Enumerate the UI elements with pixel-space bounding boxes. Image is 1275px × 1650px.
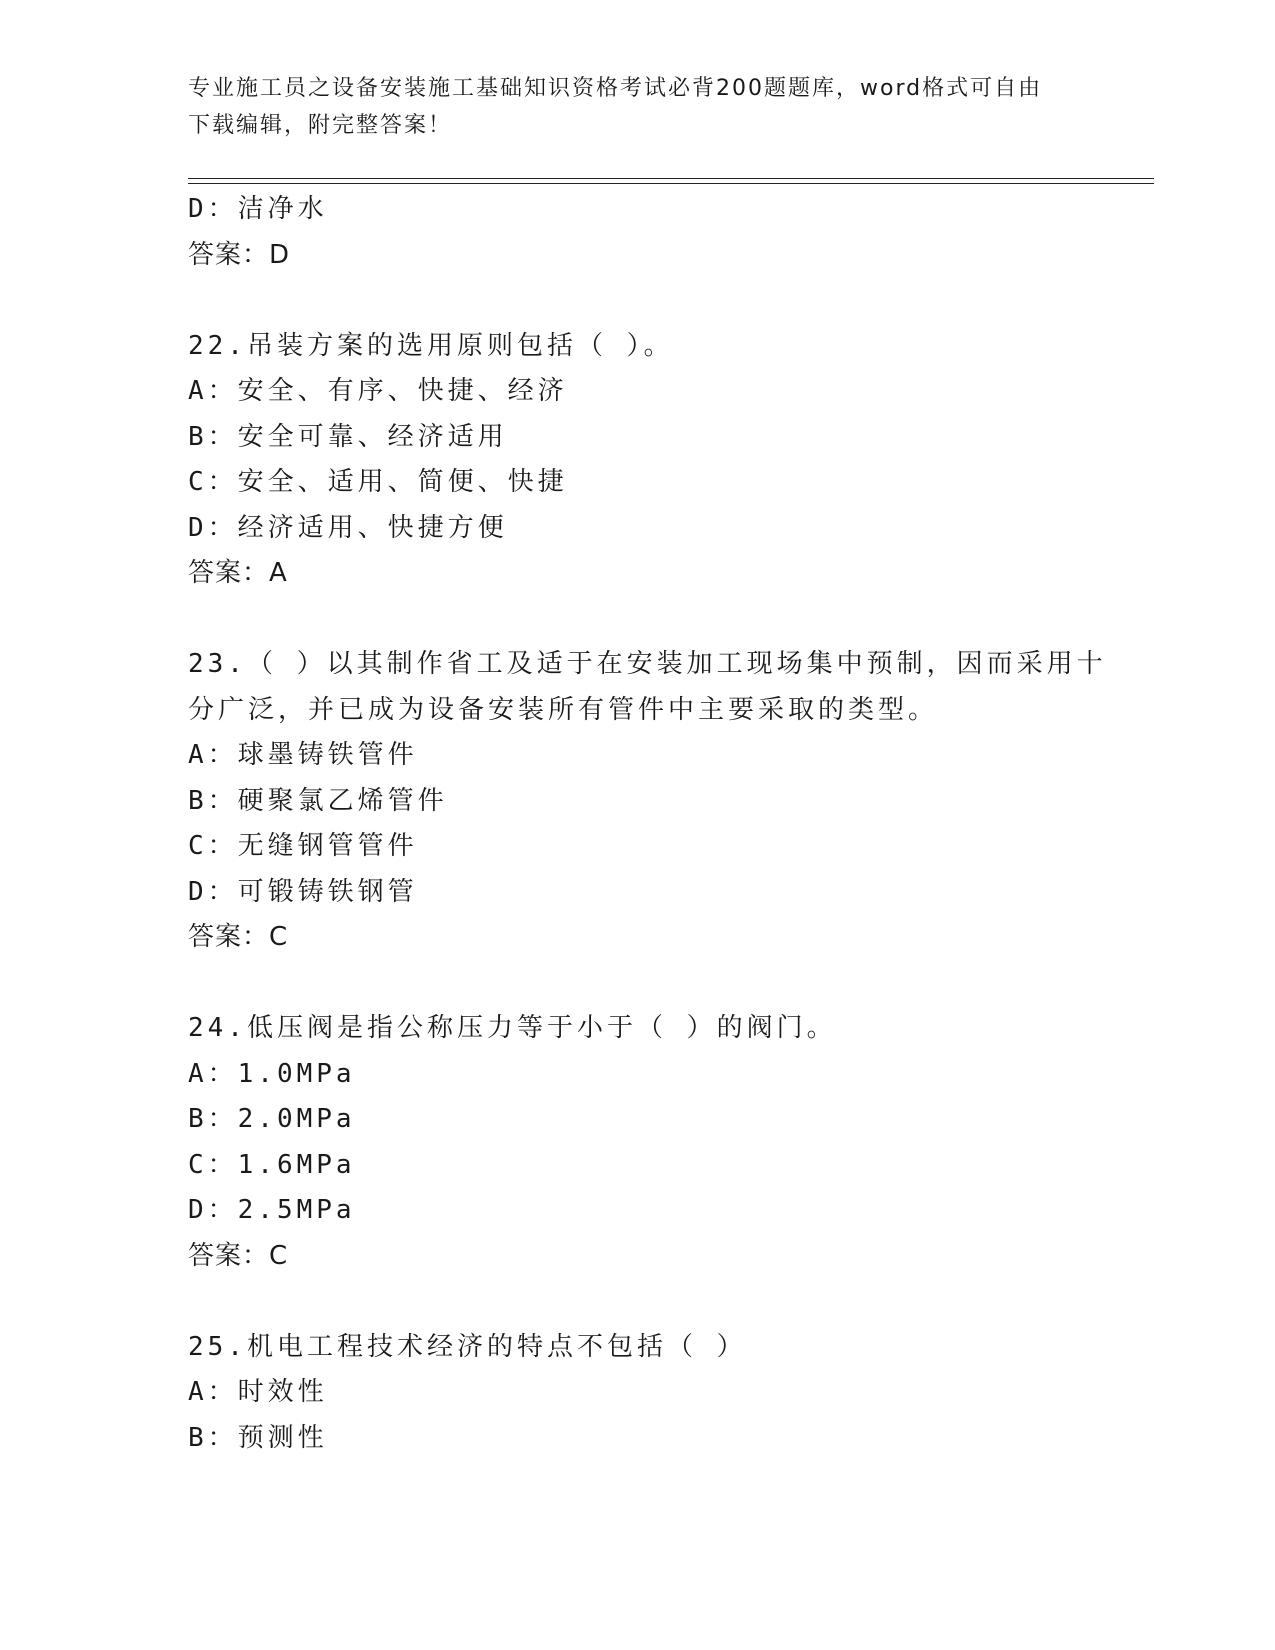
- spacer: [188, 1279, 1088, 1325]
- question-22: [188, 324, 1088, 597]
- option-a: A：球墨铸铁管件: [188, 740, 418, 770]
- spacer: [188, 597, 1088, 643]
- prev-answer: 答案：D: [188, 239, 291, 270]
- option-b: B：安全可靠、经济适用: [188, 421, 508, 452]
- header-line-2: 下载编辑，附完整答案！: [188, 113, 453, 138]
- option-a: A：时效性: [188, 1377, 328, 1407]
- option-c: C：安全、适用、简便、快捷: [188, 467, 568, 497]
- document-header: [188, 70, 1088, 144]
- question-text: 22.吊装方案的选用原则包括（ ）。: [188, 330, 674, 361]
- option-a: A：1.0MPa: [188, 1058, 356, 1089]
- option-b: B：预测性: [188, 1422, 328, 1453]
- header-line-1: 专业施工员之设备安装施工基础知识资格考试必背200题题库，word格式可自由: [188, 76, 1043, 101]
- option-c: C：无缝钢管管件: [188, 831, 418, 861]
- option-b: B：2.0MPa: [188, 1104, 356, 1134]
- option-d: D：可锻铸铁钢管: [188, 876, 418, 907]
- option-d: D：经济适用、快捷方便: [188, 512, 508, 543]
- question-text: 24.低压阀是指公称压力等于小于（ ）的阀门。: [188, 1013, 837, 1043]
- question-text-line-1: 23.（ ）以其制作省工及适于在安装加工现场集中预制，因而采用十: [188, 649, 1107, 679]
- option-d: D：2.5MPa: [188, 1195, 356, 1225]
- option-a: A：安全、有序、快捷、经济: [188, 376, 568, 406]
- header-divider-bottom: [188, 183, 1154, 184]
- answer: 答案：A: [188, 558, 288, 588]
- question-list: [188, 187, 1107, 1461]
- question-text: 25.机电工程技术经济的特点不包括（ ）: [188, 1331, 747, 1362]
- answer: 答案：C: [188, 1240, 289, 1271]
- option-c: C：1.6MPa: [188, 1149, 356, 1180]
- question-text-line-2: 分广泛，并已成为设备安装所有管件中主要采取的类型。: [188, 694, 939, 725]
- question-24: [188, 1006, 1088, 1279]
- question-23: [188, 642, 1107, 961]
- spacer: [188, 278, 1088, 324]
- question-25: [188, 1325, 1088, 1462]
- answer: 答案：C: [188, 922, 289, 952]
- spacer: [188, 961, 1088, 1007]
- prev-option-d: D：洁净水: [188, 194, 328, 224]
- option-b: B：硬聚氯乙烯管件: [188, 785, 448, 816]
- header-divider-top: [188, 178, 1154, 179]
